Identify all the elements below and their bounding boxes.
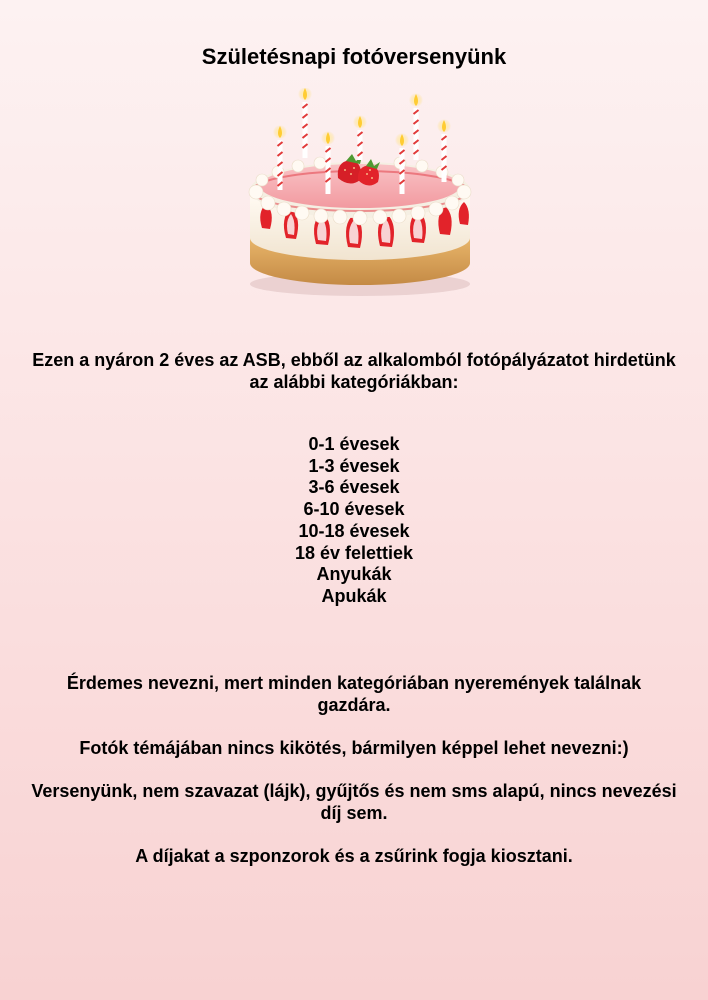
prizes-paragraph: Érdemes nevezni, mert minden kategóriában nyeremények találnak gazdára. [66, 673, 642, 715]
awards-paragraph: A díjakat a szponzorok és a zsűrink fogja kiosztani. [135, 846, 573, 866]
category-item: 18 év felettiek [294, 542, 414, 563]
category-item: 1-3 évesek [308, 455, 400, 476]
birthday-cake-icon [240, 88, 480, 308]
category-item: Apukák [321, 585, 387, 606]
category-item: 10-18 évesek [298, 520, 410, 541]
category-item: Anyukák [316, 564, 392, 585]
category-item: 6-10 évesek [303, 499, 405, 520]
category-list [0, 434, 708, 608]
theme-paragraph: Fotók témájában nincs kikötés, bármilyen képpel lehet nevezni:) [79, 738, 629, 758]
intro-text: Ezen a nyáron 2 éves az ASB, ebből az alkalomból fotópályázatot hirdetünk az alábbi kategóriákban: [32, 350, 676, 392]
category-item: 0-1 évesek [308, 434, 400, 454]
page-title: Születésnapi fotóversenyünk [201, 43, 507, 69]
rules-paragraph: Versenyünk, nem szavazat (lájk), gyűjtős és nem sms alapú, nincs nevezési díj sem. [31, 781, 677, 823]
category-item: 3-6 évesek [308, 477, 400, 498]
